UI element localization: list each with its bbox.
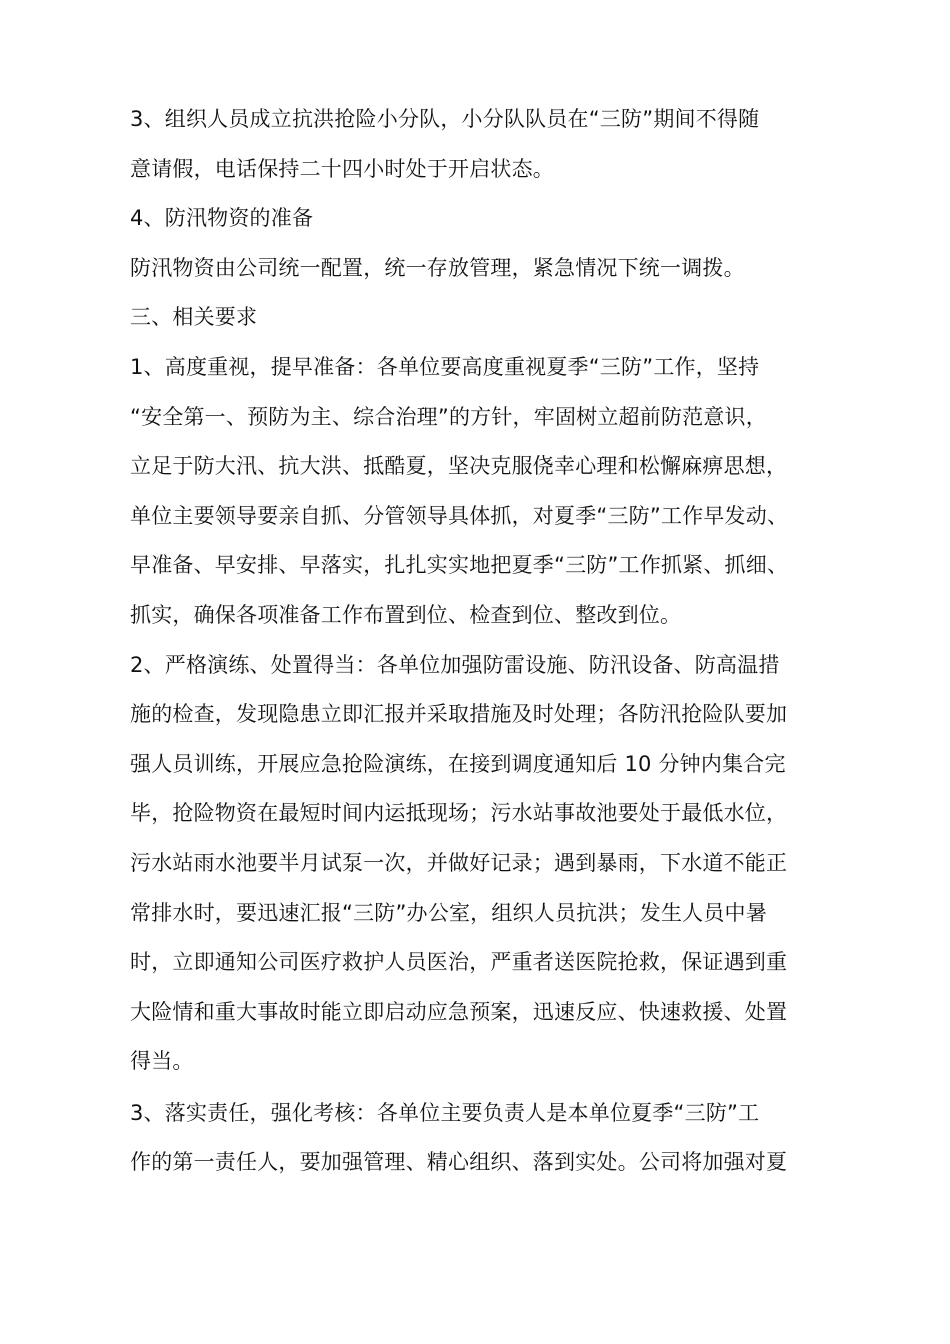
text-line: 立足于防大汛、抗大洪、抵酷夏，坚决克服侥幸心理和松懈麻痹思想， [130, 454, 788, 479]
section-heading: 三、相关要求 [130, 305, 258, 330]
text-line: 污水站雨水池要半月试泵一次，并做好记录；遇到暴雨，下水道不能正 [130, 850, 788, 875]
text-line: 单位主要领导要亲自抓、分管领导具体抓，对夏季“三防”工作早发动、 [130, 503, 789, 528]
text-line: 防汛物资由公司统一配置，统一存放管理，紧急情况下统一调拨。 [130, 255, 745, 280]
text-line: 早准备、早安排、早落实，扎扎实实地把夏季“三防”工作抓紧、抓细、 [130, 553, 789, 578]
text-line: 作的第一责任人，要加强管理、精心组织、落到实处。公司将加强对夏 [130, 1150, 788, 1175]
text-line: 得当。 [130, 1049, 194, 1074]
section-heading: 4、防汛物资的准备 [130, 206, 314, 231]
text-line: 大险情和重大事故时能立即启动应急预案，迅速反应、快速救援、处置 [130, 999, 788, 1024]
text-line: 意请假，电话保持二十四小时处于开启状态。 [130, 156, 554, 181]
text-line: 3、落实责任，强化考核：各单位主要负责人是本单位夏季“三防”工 [130, 1100, 760, 1125]
text-line: 常排水时，要迅速汇报“三防”办公室，组织人员抗洪；发生人员中暑 [130, 900, 767, 925]
text-line: 1、高度重视，提早准备：各单位要高度重视夏季“三防”工作，坚持 [130, 354, 760, 379]
text-line: 时，立即通知公司医疗救护人员医治，严重者送医院抢救，保证遇到重 [130, 950, 788, 975]
text-line: 强人员训练，开展应急抢险演练，在接到调度通知后 10 分钟内集合完 [130, 751, 786, 776]
text-line: 2、严格演练、处置得当：各单位加强防雷设施、防汛设备、防高温措 [130, 652, 780, 677]
text-line: “安全第一、预防为主、综合治理”的方针，牢固树立超前防范意识， [130, 404, 767, 429]
text-line: 施的检查，发现隐患立即汇报并采取措施及时处理；各防汛抢险队要加 [130, 702, 788, 727]
text-line: 抓实，确保各项准备工作布置到位、检查到位、整改到位。 [130, 602, 682, 627]
text-line: 毕，抢险物资在最短时间内运抵现场；污水站事故池要处于最低水位， [130, 801, 788, 826]
text-line: 3、组织人员成立抗洪抢险小分队，小分队队员在“三防”期间不得随 [130, 107, 760, 131]
document-body [130, 95, 830, 1188]
